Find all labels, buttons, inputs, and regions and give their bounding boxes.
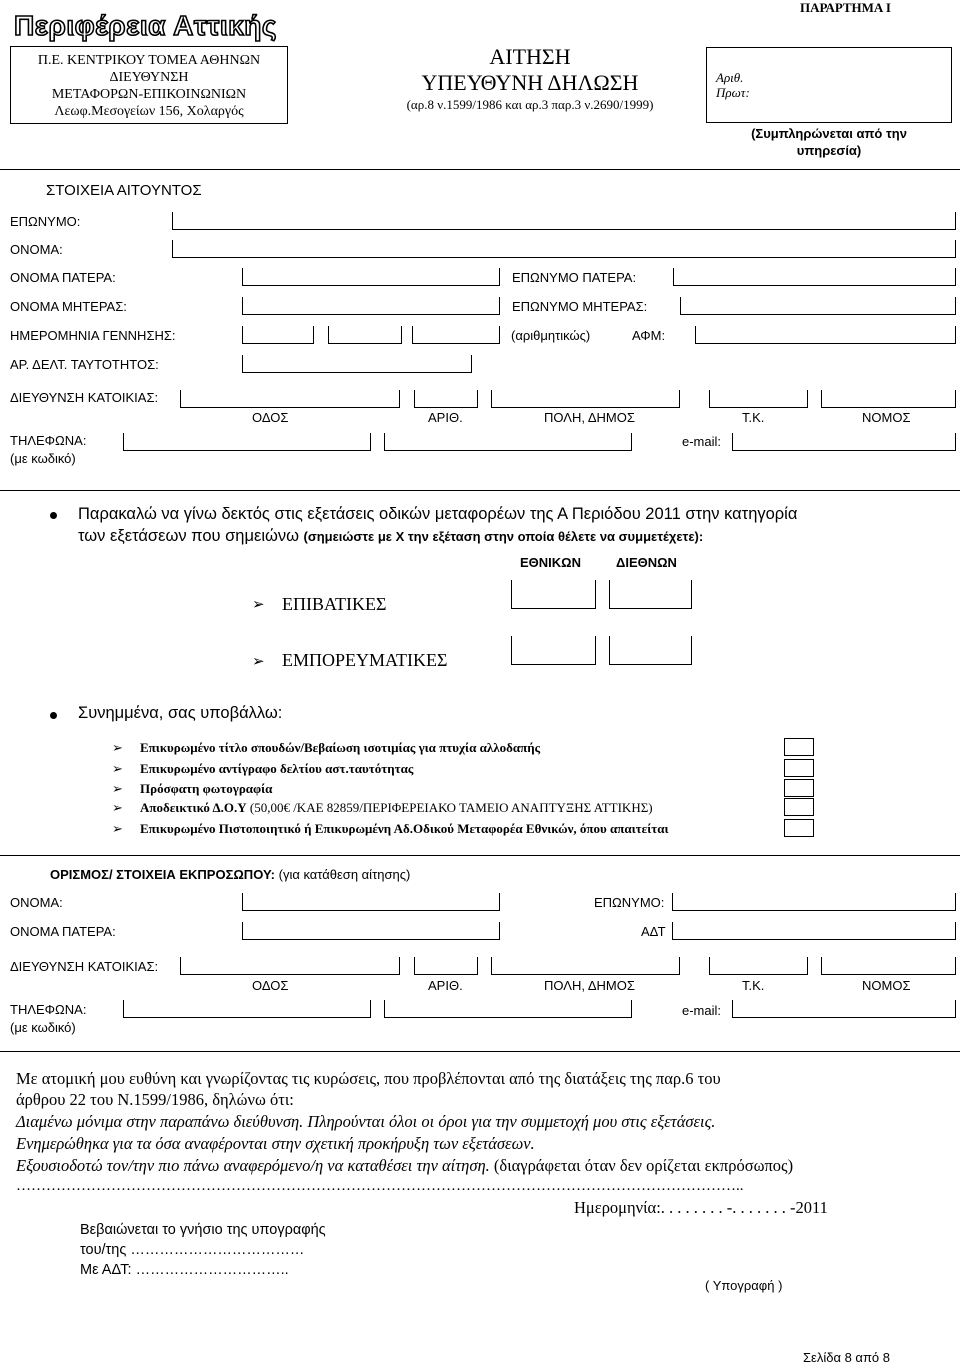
phones-code-note: (με κωδικό) [10,451,76,466]
father-name-label: ΟΝΟΜΑ ΠΑΤΕΡΑ: [10,270,116,285]
passenger-label: ΕΠΙΒΑΤΙΚΕΣ [282,594,387,614]
arrow-icon: ➢ [112,821,123,836]
rep-prefecture-field[interactable] [955,957,956,975]
signature-label: ( Υπογραφή ) [705,1278,783,1293]
title-application: ΑΙΤΗΣΗ [489,44,571,69]
divider [0,169,960,170]
rep-postcode-field[interactable] [807,957,808,975]
attachments-title: Συνημμένα, σας υποβάλλω: [78,704,283,722]
attachment-checkbox[interactable] [784,738,814,756]
father-name-field[interactable] [499,268,500,286]
number-field[interactable] [477,390,478,408]
address-label: ΔΙΕΥΘΥΝΣΗ ΚΑΤΟΙΚΙΑΣ: [10,390,159,405]
mother-name-label: ΟΝΟΜΑ ΜΗΤΕΡΑΣ: [10,299,127,314]
rep-number-field[interactable] [477,957,478,975]
attachment-checkbox[interactable] [784,798,814,816]
street-field[interactable] [399,390,400,408]
rep-phones-code-note: (με κωδικό) [10,1020,76,1035]
dotted-line: ……………………………………………………………………………………………………………………………….. [16,1178,744,1194]
rep-street-caption: ΟΔΟΣ [252,978,289,993]
rep-phone-field[interactable] [631,1000,632,1018]
page-number: Σελίδα 8 από 8 [803,1350,890,1365]
prefecture-field[interactable] [955,390,956,408]
freight-label: ΕΜΠΟΡΕΥΜΑΤΙΚΕΣ [282,650,448,670]
phone-field[interactable] [631,433,632,451]
attachment-item: Αποδεικτικό Δ.Ο.Υ [140,800,247,815]
declaration-text: Με ατομική μου ευθύνη και γνωρίζοντας τις κυρώσεις, που προβλέπονται από της διατάξεις της παρ.6 του [16,1069,721,1088]
rep-postcode-caption: Τ.Κ. [742,978,765,993]
surname-field[interactable] [955,212,956,230]
office-line: ΜΕΤΑΦΟΡΩΝ-ΕΠΙΚΟΙΝΩΝΙΩΝ [51,87,247,102]
birth-date-label: ΗΜΕΡΟΜΗΝΙΑ ΓΕΝΝΗΣΗΣ: [10,328,176,343]
attachment-checkbox[interactable] [784,759,814,777]
protocol-label: Πρωτ: [716,85,750,100]
bullet-icon [50,512,57,519]
rep-surname-label: ΕΠΩΝΥΜΟ: [594,895,665,910]
freight-national-box[interactable] [595,636,596,665]
declaration-text: άρθρου 22 του Ν.1599/1986, δηλώνω ότι: [16,1090,294,1109]
title-declaration: ΥΠΕΥΘΥΝΗ ΔΗΛΩΣΗ [421,70,639,95]
arrow-icon: ➢ [112,781,123,796]
divider [0,1051,960,1052]
request-instruction: (σημειώστε με Χ την εξέταση στην οποία θέλετε να συμμετέχετε): [303,529,704,544]
declaration-residence: Διαμένω μόνιμα στην παραπάνω διεύθυνση. Πληρούνται όλοι οι όροι για την συμμετοχή μου στις εξετάσεις. [16,1112,716,1131]
rep-name-label: ΟΝΟΜΑ: [10,895,63,910]
id-card-field[interactable] [471,355,472,373]
bullet-icon [50,712,57,719]
divider [0,490,960,491]
rep-father-name-field[interactable] [499,922,500,940]
rep-name-field[interactable] [499,893,500,911]
signature-verification-id: Με ΑΔΤ: ………………………….. [80,1262,289,1278]
rep-email-label: e-mail: [682,1003,722,1018]
authorization-text: Εξουσιοδοτώ τον/την πιο πάνω αναφερόμενο/η να καταθέσει την αίτηση. [16,1156,490,1175]
arrow-icon: ➢ [112,800,123,815]
phone-field[interactable] [370,433,371,451]
protocol-number-label: Αριθ. [716,70,744,85]
street-caption: ΟΔΟΣ [252,410,289,425]
rep-adt-label: ΑΔΤ [641,924,666,939]
region-logo: Περιφέρεια Αττικής [14,10,277,41]
annex-label: ΠΑΡΑΡΤΗΜΑ Ι [800,0,891,15]
attachment-item-fee [140,800,653,816]
number-caption: ΑΡΙΘ. [428,410,463,425]
surname-label: ΕΠΩΝΥΜΟ: [10,214,81,229]
name-field[interactable] [955,240,956,258]
birth-month-field[interactable] [401,326,402,344]
attachment-checkbox[interactable] [784,779,814,797]
representative-title-text: ΟΡΙΣΜΟΣ/ ΣΤΟΙΧΕΙΑ ΕΚΠΡΟΣΩΠΟΥ: [50,867,275,882]
id-card-label: ΑΡ. ΔΕΛΤ. ΤΑΥΤΟΤΗΤΟΣ: [10,357,159,372]
mother-surname-label: ΕΠΩΝΥΜΟ ΜΗΤΕΡΑΣ: [512,299,648,314]
rep-city-field[interactable] [679,957,680,975]
postcode-field[interactable] [807,390,808,408]
father-surname-label: ΕΠΩΝΥΜΟ ΠΑΤΕΡΑ: [512,270,637,285]
service-note: υπηρεσία) [796,143,862,158]
birth-day-field[interactable] [313,326,314,344]
attachment-checkbox[interactable] [784,819,814,837]
law-reference: (αρ.8 ν.1599/1986 και αρ.3 παρ.3 ν.2690/1999) [406,97,654,112]
passenger-national-box[interactable] [595,580,596,609]
request-text: Παρακαλώ να γίνω δεκτός στις εξετάσεις οδικών μεταφορέων της Α Περιόδου 2011 στην κατηγορία [78,505,798,523]
city-field[interactable] [679,390,680,408]
national-header: ΕΘΝΙΚΩΝ [520,555,581,570]
city-caption: ΠΟΛΗ, ΔΗΜΟΣ [544,410,635,425]
passenger-international-box[interactable] [691,580,692,609]
mother-surname-field[interactable] [955,297,956,315]
office-line: Π.Ε. ΚΕΝΤΡΙΚΟΥ ΤΟΜΕΑ ΑΘΗΝΩΝ [37,53,261,68]
signature-verification-name: του/της ……………………………… [80,1242,305,1258]
afm-label: ΑΦΜ: [632,328,666,343]
service-note: (Συμπληρώνεται από την [751,126,907,141]
father-surname-field[interactable] [955,268,956,286]
mother-name-field[interactable] [499,297,500,315]
request-text-line2 [78,527,703,546]
birth-year-field[interactable] [499,326,500,344]
numeric-note: (αριθμητικώς) [511,328,591,343]
rep-adt-field[interactable] [955,922,956,940]
attachment-item: Επικυρωμένο αντίγραφο δελτίου αστ.ταυτότητας [140,761,414,776]
rep-phones-label: ΤΗΛΕΦΩΝΑ: [10,1002,87,1017]
request-text-part: των εξετάσεων που σημειώνω [78,527,300,545]
name-label: ΟΝΟΜΑ: [10,242,63,257]
rep-address-label: ΔΙΕΥΘΥΝΣΗ ΚΑΤΟΙΚΙΑΣ: [10,959,159,974]
rep-surname-field[interactable] [955,893,956,911]
fee-note: (50,00€ /ΚΑΕ 82859/ΠΕΡΙΦΕΡΕΙΑΚΟ ΤΑΜΕΙΟ ΑΝΑΠΤΥΞΗΣ ΑΤΤΙΚΗΣ) [249,800,653,815]
representative-title-note: (για κατάθεση αίτησης) [278,867,411,882]
signature-verification: Βεβαιώνεται το γνήσιο της υπογραφής [80,1222,326,1238]
postcode-caption: Τ.Κ. [742,410,765,425]
rep-number-caption: ΑΡΙΘ. [428,978,463,993]
rep-email-field[interactable] [955,1000,956,1018]
arrow-icon: ➢ [112,740,123,755]
office-line: ΔΙΕΥΘΥΝΣΗ [109,70,189,85]
representative-title [50,867,410,882]
international-header: ΔΙΕΘΝΩΝ [616,555,677,570]
email-label: e-mail: [682,434,722,449]
phones-label: ΤΗΛΕΦΩΝΑ: [10,433,87,448]
arrow-icon: ➢ [252,653,265,670]
declaration-authorization [16,1156,793,1176]
applicant-section-title: ΣΤΟΙΧΕΙΑ ΑΙΤΟΥΝΤΟΣ [46,182,202,199]
attachment-item: Επικυρωμένο τίτλο σπουδών/Βεβαίωση ισοτιμίας για πτυχία αλλοδαπής [140,740,541,755]
divider [0,855,960,856]
declaration-informed: Ενημερώθηκα για τα όσα αναφέρονται στην σχετική προκήρυξη των εξετάσεων. [16,1134,535,1153]
office-line: Λεωφ.Μεσογείων 156, Χολαργός [54,104,244,119]
attachment-item: Επικυρωμένο Πιστοποιητικό ή Επικυρωμένη Αδ.Οδικού Μεταφορέα Εθνικών, όπου απαιτείται [140,821,669,836]
prefecture-caption: ΝΟΜΟΣ [862,410,911,425]
date-field[interactable]: Ημερομηνία:. . . . . . . . -. . . . . . . -2011 [574,1198,828,1217]
authorization-note: (διαγράφεται όταν δεν ορίζεται εκπρόσωπος) [493,1156,794,1175]
office-info [10,52,288,120]
arrow-icon: ➢ [252,596,265,613]
rep-prefecture-caption: ΝΟΜΟΣ [862,978,911,993]
freight-international-box[interactable] [691,636,692,665]
rep-father-name-label: ΟΝΟΜΑ ΠΑΤΕΡΑ: [10,924,116,939]
email-field[interactable] [955,433,956,451]
afm-field[interactable] [955,326,956,344]
attachment-item: Πρόσφατη φωτογραφία [140,781,273,796]
arrow-icon: ➢ [112,761,123,776]
rep-street-field[interactable] [399,957,400,975]
rep-phone-field[interactable] [370,1000,371,1018]
rep-city-caption: ΠΟΛΗ, ΔΗΜΟΣ [544,978,635,993]
